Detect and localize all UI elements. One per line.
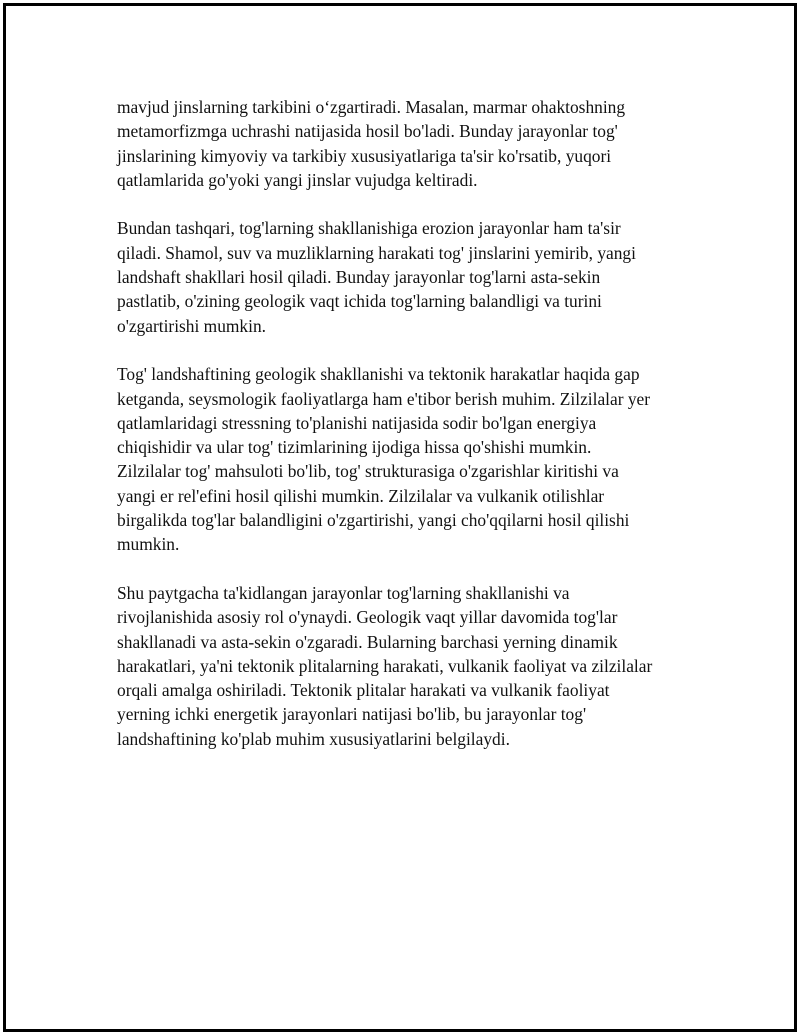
text-line: Bundan tashqari, tog'larning shakllanishiga erozion jarayonlar ham ta'sir [117,218,621,239]
document-body [117,95,692,775]
text-line: mumkin. [117,534,180,555]
text-line: chiqishidir va ular tog' tizimlarining ijodiga hissa qo'shishi mumkin. [117,437,592,458]
text-line: Tog' landshaftining geologik shakllanishi va tektonik harakatlar haqida gap [117,364,640,385]
text-line: ketganda, seysmologik faoliyatlarga ham e'tibor berish muhim. Zilzilalar yer [117,388,651,409]
text-line: qatlamlaridagi stressning to'planishi natijasida sodir bo'lgan energiya [117,412,597,433]
text-line: landshaftining ko'plab muhim xususiyatlarini belgilaydi. [117,728,510,749]
text-line: Shu paytgacha ta'kidlangan jarayonlar tog'larning shakllanishi va [117,582,570,603]
text-line: yangi er rel'efini hosil qilishi mumkin. Zilzilalar va vulkanik otilishlar [117,485,605,506]
text-line: pastlatib, o'zining geologik vaqt ichida tog'larning balandligi va turini [117,291,602,312]
text-line: harakatlari, ya'ni tektonik plitalarning harakati, vulkanik faoliyat va zilzilalar [117,655,653,676]
paragraph-3 [117,362,692,556]
text-line: birgalikda tog'lar balandligini o'zgartirishi, yangi cho'qqilarni hosil qilishi [117,510,630,531]
text-line: qatlamlarida go'yoki yangi jinslar vujudga keltiradi. [117,169,478,190]
text-line: jinslarining kimyoviy va tarkibiy xususiyatlariga ta'sir ko'rsatib, yuqori [117,145,612,166]
text-line: yerning ichki energetik jarayonlari natijasi bo'lib, bu jarayonlar tog' [117,704,587,725]
text-line: qiladi. Shamol, suv va muzliklarning harakati tog' jinslarini yemirib, yangi [117,242,636,263]
paragraph-1 [117,95,692,192]
text-line: landshaft shakllari hosil qiladi. Bunday jarayonlar tog'larni asta-sekin [117,267,601,288]
text-line: shakllanadi va asta-sekin o'zgaradi. Bularning barchasi yerning dinamik [117,631,618,652]
paragraph-2 [117,216,692,337]
text-line: Zilzilalar tog' mahsuloti bo'lib, tog' strukturasiga o'zgarishlar kiritishi va [117,461,619,482]
text-line: mavjud jinslarning tarkibini o‘zgartiradi. Masalan, marmar ohaktoshning [117,97,626,117]
paragraph-4 [117,581,692,751]
text-line: rivojlanishida asosiy rol o'ynaydi. Geologik vaqt yillar davomida tog'lar [117,607,618,628]
text-line: metamorfizmga uchrashi natijasida hosil bo'ladi. Bunday jarayonlar tog' [117,121,618,142]
text-line: o'zgartirishi mumkin. [117,315,267,336]
text-line: orqali amalga oshiriladi. Tektonik plitalar harakati va vulkanik faoliyat [117,680,610,701]
